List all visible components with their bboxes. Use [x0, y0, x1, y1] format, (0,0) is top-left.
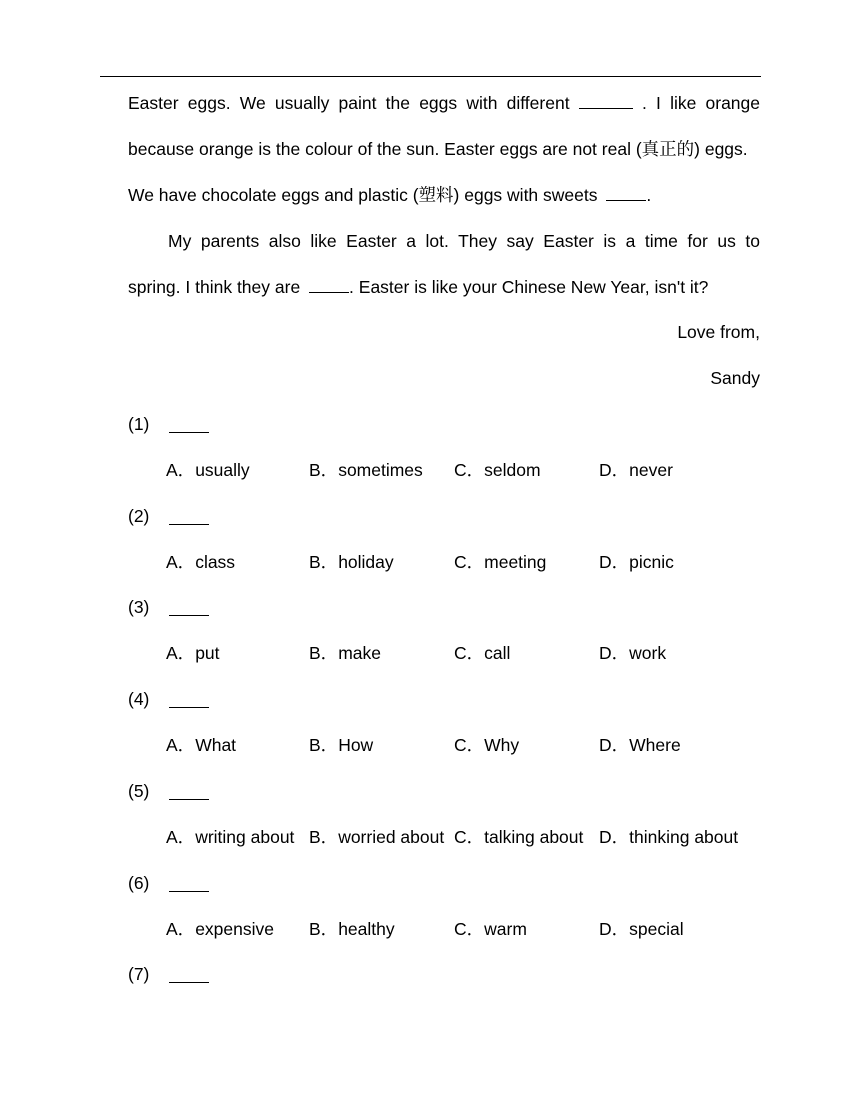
option-text: What — [195, 735, 237, 756]
passage-line-1-after: . I like orange — [641, 93, 761, 113]
option-text: expensive — [195, 918, 274, 939]
option-text: special — [629, 918, 684, 939]
option-text: make — [338, 643, 381, 664]
option-letter: D． — [599, 826, 630, 847]
option-letter: D． — [599, 551, 630, 572]
option-a[interactable] — [166, 917, 274, 941]
option-b[interactable] — [309, 458, 423, 482]
option-letter: C． — [454, 918, 485, 939]
passage-line-5-before: spring. I think they are — [128, 277, 301, 297]
passage-line-1 — [128, 91, 760, 115]
option-letter: C． — [454, 460, 485, 480]
option-a[interactable] — [166, 550, 235, 574]
question-number: (3) — [128, 597, 150, 618]
option-a[interactable] — [166, 458, 250, 482]
option-letter: B． — [309, 735, 339, 756]
answer-blank[interactable] — [579, 92, 633, 109]
option-text: usually — [195, 460, 250, 480]
answer-blank[interactable] — [606, 184, 646, 201]
option-b[interactable] — [309, 825, 444, 849]
option-letter: C． — [454, 735, 485, 756]
option-letter: A． — [166, 460, 196, 480]
question-answer-blank[interactable] — [169, 599, 209, 616]
option-text: writing about — [195, 826, 295, 847]
option-c[interactable] — [454, 550, 546, 574]
option-a[interactable] — [166, 733, 236, 757]
option-letter: A． — [166, 918, 196, 939]
letter-signature: Sandy — [710, 368, 760, 388]
option-letter: A． — [166, 826, 196, 847]
option-c[interactable] — [454, 917, 527, 941]
option-b[interactable] — [309, 917, 395, 941]
option-a[interactable] — [166, 641, 220, 665]
option-text: call — [484, 643, 511, 664]
option-text: class — [195, 551, 236, 572]
option-letter: C． — [454, 643, 485, 664]
passage-line-5 — [128, 275, 760, 299]
question-answer-blank[interactable] — [169, 966, 209, 983]
option-d[interactable] — [599, 733, 681, 757]
option-text: worried about — [338, 826, 445, 847]
question-number: (4) — [128, 689, 150, 710]
option-c[interactable] — [454, 733, 519, 757]
option-a[interactable] — [166, 825, 294, 849]
question-answer-blank[interactable] — [169, 691, 209, 708]
passage-line-3-after: . — [646, 185, 652, 205]
option-letter: D． — [599, 735, 630, 756]
option-letter: C． — [454, 826, 485, 847]
passage-line-5-after: . Easter is like your Chinese New Year, isn't it? — [349, 277, 709, 297]
option-d[interactable] — [599, 641, 666, 665]
option-letter: A． — [166, 735, 196, 756]
question-number: (2) — [128, 505, 150, 526]
option-letter: B． — [309, 643, 339, 664]
option-letter: D． — [599, 918, 630, 939]
option-text: holiday — [338, 551, 394, 572]
option-d[interactable] — [599, 550, 674, 574]
option-letter: A． — [166, 551, 196, 572]
header-rule — [100, 76, 761, 77]
passage-line-3-before: We have chocolate eggs and plastic (塑料) eggs with sweets — [128, 185, 598, 205]
option-text: picnic — [629, 551, 674, 572]
option-b[interactable] — [309, 733, 373, 757]
option-d[interactable] — [599, 458, 673, 482]
option-text: work — [629, 643, 667, 664]
passage-line-3 — [128, 183, 760, 207]
option-letter: B． — [309, 918, 339, 939]
question-number: (1) — [128, 414, 150, 434]
option-c[interactable] — [454, 458, 541, 482]
option-letter: A． — [166, 643, 196, 664]
option-text: thinking about — [629, 826, 739, 847]
option-letter: C． — [454, 551, 485, 572]
answer-blank[interactable] — [309, 276, 349, 293]
question-answer-blank[interactable] — [169, 783, 209, 800]
option-letter: D． — [599, 643, 630, 664]
question-number: (5) — [128, 780, 150, 801]
option-text: sometimes — [338, 460, 423, 480]
passage-line-4: My parents also like Easter a lot. They say Easter is a time for us to — [168, 231, 760, 251]
option-text: meeting — [484, 551, 547, 572]
letter-closing: Love from, — [677, 322, 760, 342]
option-d[interactable] — [599, 825, 738, 849]
option-text: Where — [629, 735, 681, 756]
option-text: Why — [484, 735, 520, 756]
passage-line-1-before: Easter eggs. We usually paint the eggs with different — [128, 93, 570, 113]
option-letter: B． — [309, 826, 339, 847]
option-letter: B． — [309, 460, 339, 480]
option-text: How — [338, 735, 374, 756]
question-answer-blank[interactable] — [169, 875, 209, 892]
question-number: (7) — [128, 964, 150, 985]
option-text: put — [195, 643, 220, 664]
option-text: seldom — [484, 460, 541, 480]
option-b[interactable] — [309, 550, 394, 574]
option-letter: B． — [309, 551, 339, 572]
option-text: talking about — [484, 826, 584, 847]
passage-line-2: because orange is the colour of the sun. Easter eggs are not real (真正的) eggs. — [128, 139, 748, 159]
question-answer-blank[interactable] — [169, 416, 209, 433]
option-text: healthy — [338, 918, 395, 939]
option-d[interactable] — [599, 917, 684, 941]
question-answer-blank[interactable] — [169, 508, 209, 525]
option-text: warm — [484, 918, 527, 939]
question-number: (6) — [128, 872, 150, 893]
option-c[interactable] — [454, 825, 583, 849]
option-letter: D． — [599, 460, 630, 480]
option-text: never — [629, 460, 673, 480]
option-c[interactable] — [454, 641, 510, 665]
option-b[interactable] — [309, 641, 381, 665]
